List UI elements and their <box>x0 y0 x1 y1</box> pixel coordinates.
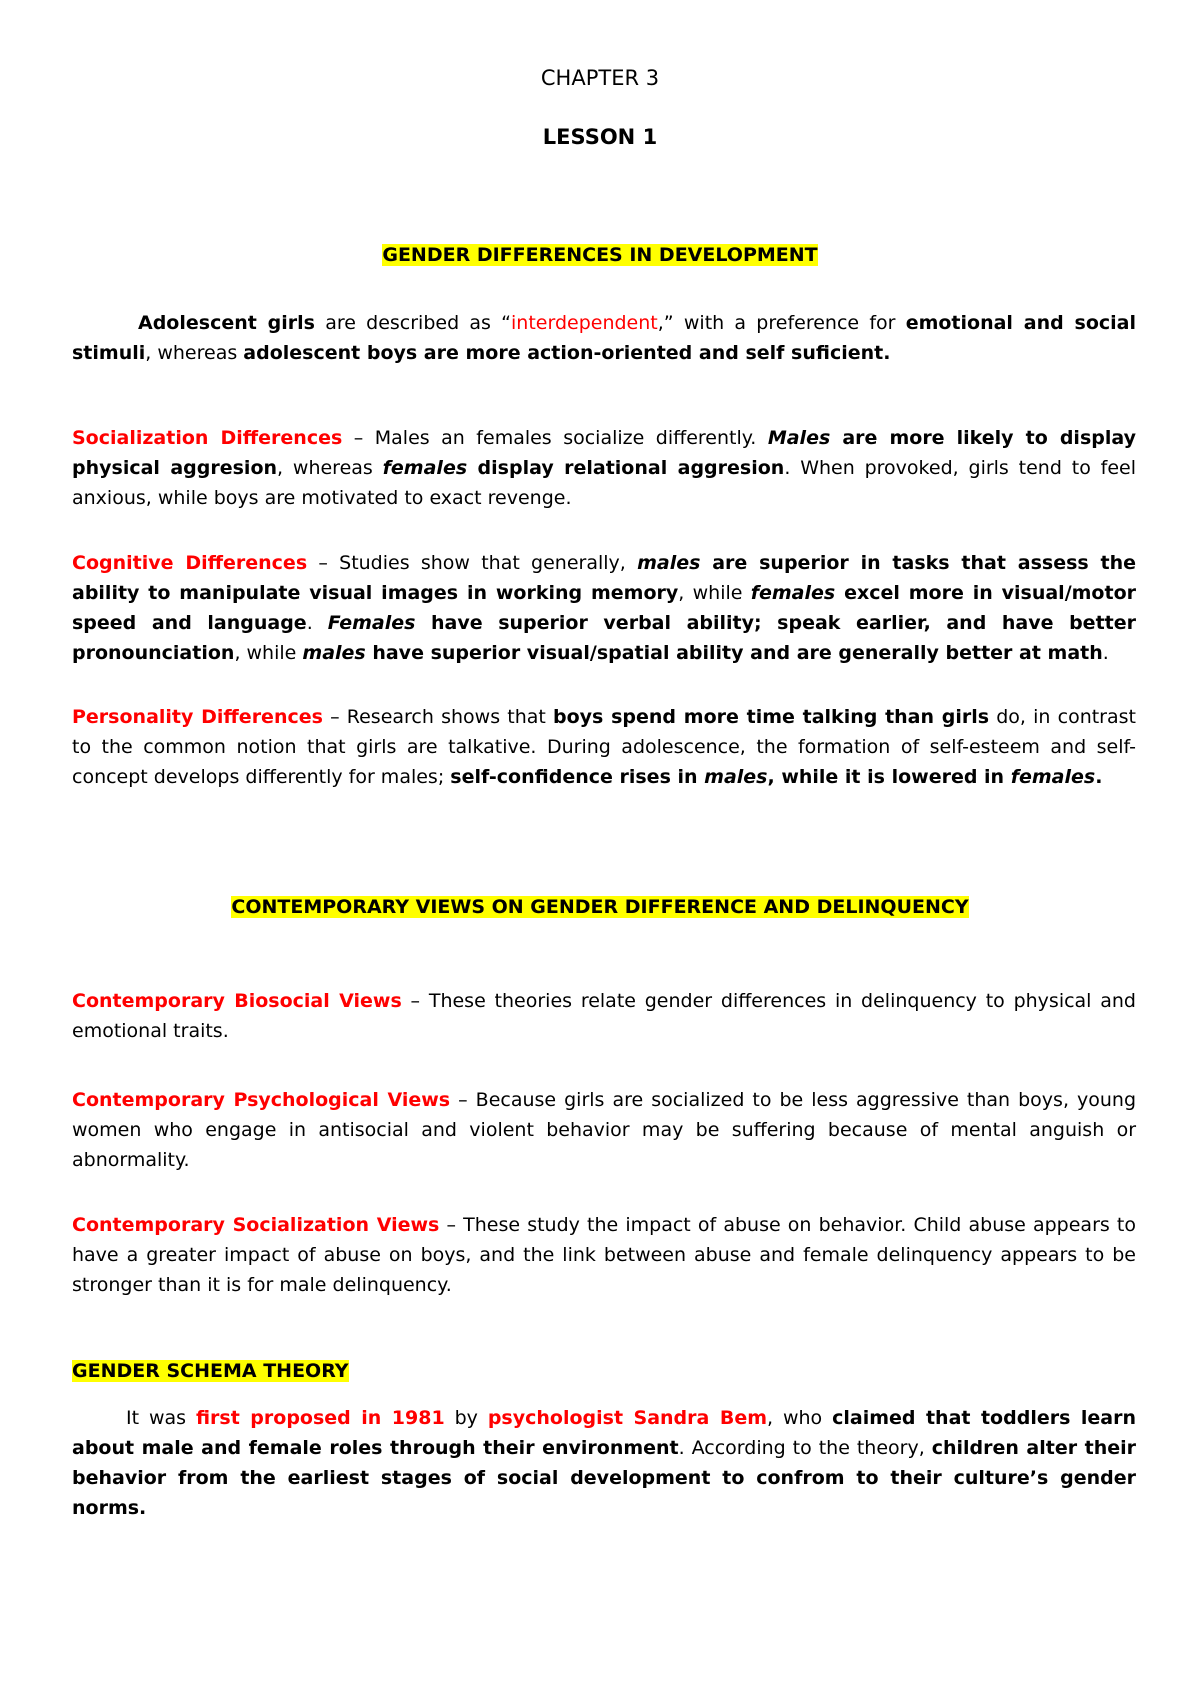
section-heading-gender-differences <box>0 244 1200 266</box>
text: , whereas <box>145 342 244 364</box>
heading-text: CONTEMPORARY VIEWS ON GENDER DIFFERENCE AND DELINQUENCY <box>231 896 969 918</box>
text: . <box>1102 642 1109 664</box>
lesson-label: LESSON 1 <box>542 125 658 149</box>
emphasis: are more likely to display physical aggresion <box>72 427 1136 479</box>
gender-schema-paragraph <box>72 1403 1136 1523</box>
emphasis: males <box>704 766 768 788</box>
heading-text: GENDER SCHEMA THEORY <box>72 1360 349 1382</box>
paragraph-title: Personality Differences <box>72 706 323 728</box>
term-adolescent-boys: adolescent boys are more action-oriented and self suficient. <box>243 342 891 364</box>
text: , whereas <box>277 457 383 479</box>
text: – These study the impact of abuse on behavior. Child abuse appears to have a greater impact of abuse on boys, and the link between abuse and female delinquency appears to be stronger than it is for male delinquency. <box>72 1214 1136 1296</box>
text: – Research shows that <box>322 706 554 728</box>
paragraph-title: Contemporary Biosocial Views <box>72 990 402 1012</box>
text: . According to the theory, <box>678 1437 932 1459</box>
text: do, in contrast to the common notion that girls are talkative. During adolescence, the formation of self-esteem and self-concept develops differently for males; <box>72 706 1136 788</box>
text: . When provoked, girls tend to feel anxious, while boys are motivated to exact revenge. <box>72 457 1137 509</box>
text: , who <box>767 1407 833 1429</box>
chapter-title: CHAPTER 3 <box>540 66 660 90</box>
emphasis: boys spend more time talking than girls <box>553 706 990 728</box>
emphasis: , while it is lowered in <box>767 766 1011 788</box>
emphasis: excel more in visual/motor speed and language <box>72 582 1136 634</box>
emphasis: have superior verbal ability; speak earlier, and have better pronounciation <box>72 612 1136 664</box>
text: are described as “ <box>314 312 512 334</box>
emphasis: females <box>1010 766 1096 788</box>
emphasis: are superior in tasks that assess the ability to manipulate visual images in working memory <box>72 552 1137 604</box>
text: – These theories relate gender differences in delinquency to physical and emotional traits. <box>72 990 1136 1042</box>
text: . <box>306 612 328 634</box>
emphasis-red: first proposed in 1981 <box>195 1407 445 1429</box>
heading-text: GENDER DIFFERENCES IN DEVELOPMENT <box>382 244 818 266</box>
paragraph-title: Socialization Differences <box>72 427 343 449</box>
emphasis: have superior visual/spatial ability and are generally better at math <box>365 642 1103 664</box>
emphasis: claimed that toddlers learn about male and female roles through their environment <box>72 1407 1136 1459</box>
text: – Studies show that generally, <box>307 552 638 574</box>
text: – Because girls are socialized to be less aggressive than boys, young women who engage in antisocial and violent behavior may be suffering because of mental anguish or abnormality. <box>72 1089 1137 1171</box>
emphasis: Females <box>327 612 416 634</box>
biosocial-views-paragraph <box>72 986 1136 1046</box>
emphasis: Males <box>767 427 831 449</box>
term-adolescent-girls: Adolescent girls <box>138 312 315 334</box>
paragraph-title: Contemporary Socialization Views <box>72 1214 440 1236</box>
section-heading-gender-schema <box>72 1356 1136 1386</box>
paragraph-title: Contemporary Psychological Views <box>72 1089 451 1111</box>
paragraph-title: Cognitive Differences <box>72 552 308 574</box>
text: by <box>444 1407 488 1429</box>
term-emotional-social: emotional and social stimuli <box>72 312 1136 364</box>
section-heading-contemporary-views <box>0 896 1200 918</box>
text: ,” with a preference for <box>657 312 906 334</box>
text: It was <box>126 1407 196 1429</box>
emphasis: . <box>1095 766 1103 788</box>
emphasis: females <box>750 582 836 604</box>
emphasis: males <box>637 552 701 574</box>
emphasis-red: psychologist Sandra Bem <box>487 1407 768 1429</box>
socialization-views-paragraph <box>72 1210 1136 1300</box>
socialization-differences-paragraph <box>72 423 1136 513</box>
term-interdependent: interdependent <box>511 312 658 334</box>
intro-paragraph <box>72 308 1136 368</box>
text: – Males an females socialize differently. <box>342 427 768 449</box>
cognitive-differences-paragraph <box>72 548 1136 668</box>
text: , while <box>678 582 751 604</box>
emphasis: display relational aggresion <box>467 457 785 479</box>
personality-differences-paragraph <box>72 702 1136 792</box>
lesson-title <box>0 125 1200 149</box>
text: , while <box>234 642 303 664</box>
emphasis: self-confidence rises in <box>450 766 705 788</box>
emphasis: children alter their behavior from the earliest stages of social development to confrom to their culture’s gender norms. <box>72 1437 1136 1519</box>
emphasis: females <box>382 457 468 479</box>
psychological-views-paragraph <box>72 1085 1136 1175</box>
emphasis: males <box>302 642 366 664</box>
